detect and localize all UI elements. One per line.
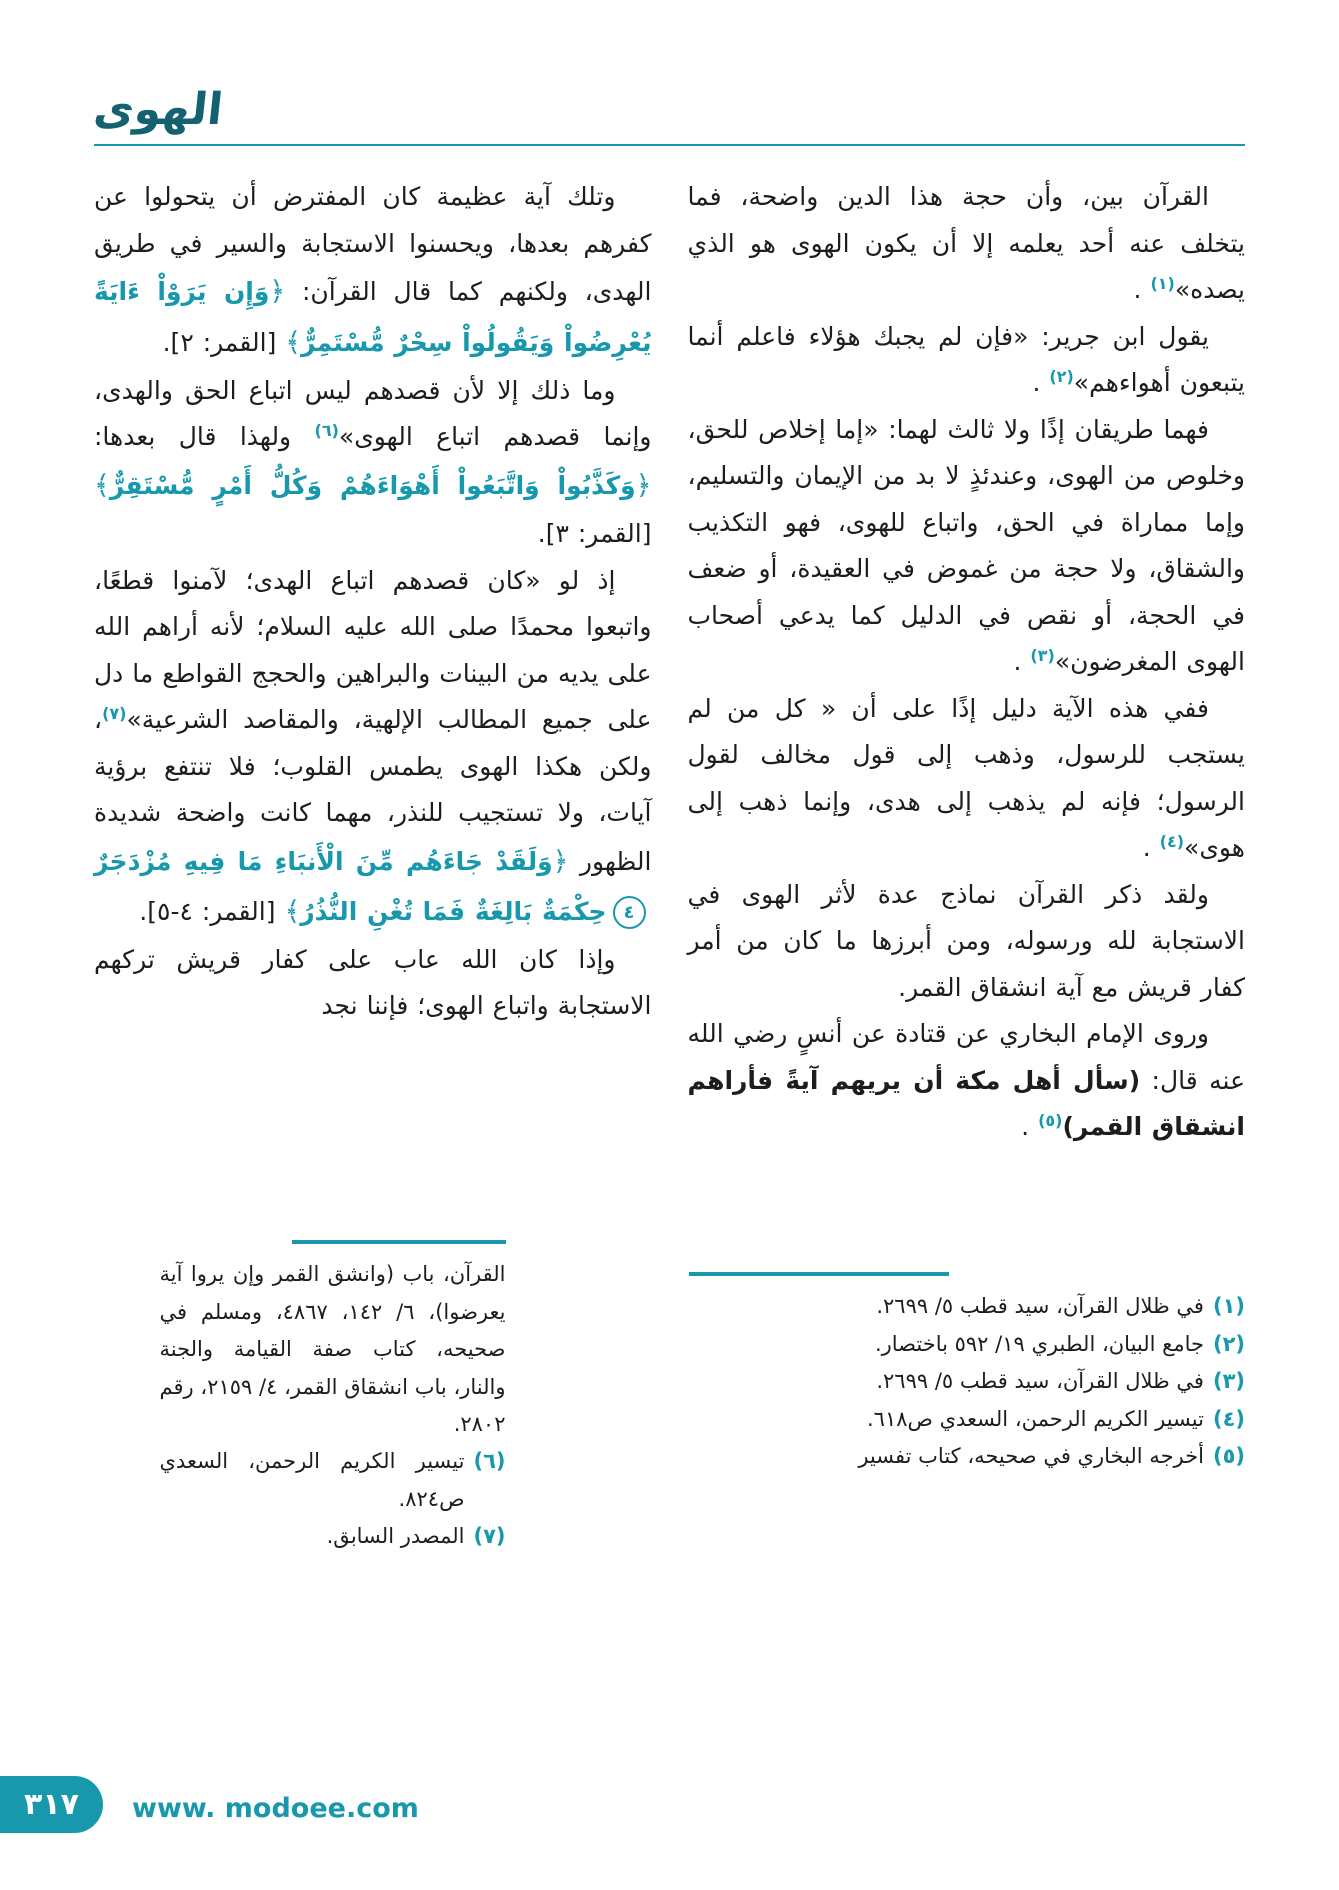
footnote-number: (١) — [1212, 1294, 1245, 1319]
text-run: ولقد ذكر القرآن نماذج عدة لأثر الهوى في الاستجابة لله ورسوله، ومن أبرزها ما كان من أمر كفار قريش مع آية انشقاق القمر. — [687, 879, 1245, 1002]
text-run: ففي هذه الآية دليل إذًا على أن « كل من لم يستجب للرسول، وذهب إلى قول مخالف لقول الرسول؛ فإنه لم يذهب إلى هدى، وإنما ذهب إلى هوى» — [687, 693, 1245, 863]
footnote-reference-marker: (٧) — [102, 704, 127, 724]
text-run: . — [1142, 833, 1160, 863]
footnote-item — [688, 1288, 1246, 1325]
footnote-item — [688, 1363, 1246, 1400]
text-run: . — [1032, 368, 1050, 398]
chapter-title-calligraphy: الهوى — [91, 84, 226, 135]
column-left — [94, 174, 652, 1555]
footnote-reference-marker: (١) — [1150, 274, 1175, 294]
footnote-item — [688, 1438, 1246, 1475]
text-run: يقول ابن جرير: «فإن لم يجبك هؤلاء فاعلم أنما يتبعون أهواءهم» — [687, 321, 1245, 398]
text-run: وروى الإمام البخاري عن قتادة عن أنسٍ رضي الله عنه قال: — [687, 1019, 1245, 1095]
publisher-website: www. modoee.com — [132, 1793, 419, 1824]
quran-verse-text: وَلَقَدْ جَاءَهُم مِّنَ الْأَنبَاءِ مَا فِيهِ مُزْدَجَرٌ — [94, 846, 553, 876]
footnote-reference-marker: (٤) — [1159, 832, 1185, 852]
emphasized-text: (سأل أهل مكة أن يريهم آيةً فأراهم انشقاق القمر) — [687, 1065, 1245, 1142]
paragraph — [688, 686, 1246, 872]
footnote-reference-marker: (٢) — [1049, 367, 1074, 387]
text-run: . — [1021, 1112, 1039, 1142]
text-run: وتلك آية عظيمة كان المفترض أن يتحولوا عن كفرهم بعدها، ويحسنوا الاستجابة والسير في طريق الهدى، ولكنهم كما قال القرآن: — [94, 182, 652, 307]
paragraph — [94, 558, 652, 937]
text-run: وما ذلك إلا لأن قصدهم ليس اتباع الحق والهدى، وإنما قصدهم اتباع الهوى» — [94, 375, 652, 452]
paragraph — [688, 174, 1246, 314]
quran-ornate-bracket: ﴿ — [552, 845, 569, 877]
footnote-separator-line — [689, 1272, 949, 1276]
footnote-number: (٣) — [1212, 1369, 1245, 1394]
footnote-number: (٤) — [1212, 1406, 1245, 1431]
footnote-text: في ظلال القرآن، سيد قطب ٥/ ٢٦٩٩. — [876, 1369, 1204, 1394]
footnote-text: المصدر السابق. — [326, 1524, 465, 1549]
footnote-reference-marker: (٦) — [314, 421, 339, 441]
footnote-number: (٧) — [473, 1524, 506, 1549]
footnote-number: (٦) — [473, 1449, 506, 1474]
column-right — [688, 174, 1246, 1555]
footnote-item — [160, 1443, 506, 1518]
header-divider-line — [94, 144, 1245, 146]
text-run: [القمر: ٤-٥]. — [139, 896, 285, 926]
footnote-text: تيسير الكريم الرحمن، السعدي ص٦١٨. — [866, 1406, 1204, 1431]
column-left-body — [94, 174, 652, 1214]
footnote-item — [688, 1401, 1246, 1438]
text-run: ولهذا قال بعدها: — [94, 422, 315, 452]
quran-verse-text: وَإِن يَرَوْاْ ءَايَةً يُعْرِضُواْ وَيَقُولُواْ سِحْرٌ مُّسْتَمِرٌّ — [94, 277, 652, 357]
footnote-list — [160, 1256, 506, 1555]
paragraph — [688, 872, 1246, 1012]
footnote-text: تيسير الكريم الرحمن، السعدي ص٨٢٤. — [159, 1449, 465, 1511]
text-run: وإذا كان الله عاب على كفار قريش تركهم الاستجابة واتباع الهوى؛ فإننا نجد — [94, 944, 652, 1021]
text-run: فهما طريقان إذًا ولا ثالث لهما: «إما إخلاص للحق، وخلوص من الهوى، وعندئذٍ لا بد من الإيمان والتسليم، وإما مماراة في الحق، واتباع للهوى، فهو التكذيب والشقاق، ولا حجة من غموض في العقيدة، أو ضعف في الحجة، أو نقص في الدليل كما يدعي أصحاب الهوى المغرضون» — [687, 414, 1245, 677]
footnote-text: جامع البيان، الطبري ١٩/ ٥٩٢ باختصار. — [874, 1331, 1204, 1356]
footnotes-left — [160, 1240, 506, 1555]
text-run: . — [1133, 275, 1151, 305]
footnote-item — [160, 1518, 506, 1555]
paragraph — [688, 407, 1246, 686]
ayah-number-mark: ٤ — [613, 896, 646, 929]
quran-ornate-bracket: ﴿ — [269, 276, 286, 308]
text-columns — [94, 174, 1245, 1555]
quran-verse-text: وَكَذَّبُواْ وَاتَّبَعُواْ أَهْوَاءَهُمْ وَكُلُّ أَمْرٍ مُّسْتَقِرٌّ — [109, 470, 636, 500]
footnote-item — [688, 1326, 1246, 1363]
footnotes-right — [688, 1272, 1246, 1475]
paragraph — [94, 937, 652, 1030]
quran-ornate-bracket: ﴾ — [285, 326, 302, 358]
text-run: إذ لو «كان قصدهم اتباع الهدى؛ لآمنوا قطعًا، واتبعوا محمدًا صلى الله عليه السلام؛ لأنه أراهم الله على يديه من البينات والبراهين والحجج القواطع ما دل على جميع المطالب الإلهية، والمقاصد الشرعية» — [94, 565, 652, 735]
quran-ornate-bracket: ﴿ — [635, 469, 652, 501]
text-run: ، ولكن هكذا الهوى يطمس القلوب؛ فلا تنتفع برؤية آيات، ولا تستجيب للنذر، مهما كانت واضحة شديدة الظهور — [94, 705, 652, 876]
footnote-number: (٥) — [1212, 1443, 1245, 1468]
paragraph — [688, 1011, 1246, 1151]
paragraph — [94, 368, 652, 558]
page-header — [91, 84, 1245, 146]
quran-ornate-bracket: ﴾ — [94, 469, 110, 501]
page-number-badge — [0, 1776, 103, 1833]
column-right-body — [688, 174, 1246, 1246]
text-run: القرآن بين، وأن حجة هذا الدين واضحة، فما يتخلف عنه أحد يعلمه إلا أن يكون الهوى هو الذي يصده» — [687, 182, 1245, 305]
text-run: . — [1013, 647, 1031, 677]
footnote-list — [688, 1288, 1246, 1475]
footnote-continuation-text: القرآن، باب (وانشق القمر وإن يروا آية يعرضوا)، ٦/ ١٤٢، ٤٨٦٧، ومسلم في صحيحه، كتاب صفة القيامة والجنة والنار، باب انشقاق القمر، ٤/ ٢١٥٩، رقم ٢٨٠٢. — [159, 1262, 506, 1436]
paragraph — [94, 174, 652, 367]
footnote-separator-line — [292, 1240, 506, 1244]
quran-verse-text: حِكْمَةٌ بَالِغَةٌ فَمَا تُغْنِ النُّذُرُ — [300, 896, 607, 926]
text-run: [القمر: ٢]. — [162, 327, 286, 357]
page-number: ٣١٧ — [24, 1787, 79, 1822]
footnote-number: (٢) — [1212, 1331, 1245, 1356]
footnote-text: أخرجه البخاري في صحيحه، كتاب تفسير — [858, 1443, 1204, 1468]
footnote-reference-marker: (٣) — [1030, 646, 1055, 666]
paragraph — [688, 314, 1246, 407]
footnote-reference-marker: (٥) — [1038, 1111, 1063, 1131]
footnote-text: في ظلال القرآن، سيد قطب ٥/ ٢٦٩٩. — [876, 1294, 1204, 1319]
quran-ornate-bracket: ﴾ — [284, 895, 301, 927]
text-run: [القمر: ٣]. — [537, 519, 652, 549]
